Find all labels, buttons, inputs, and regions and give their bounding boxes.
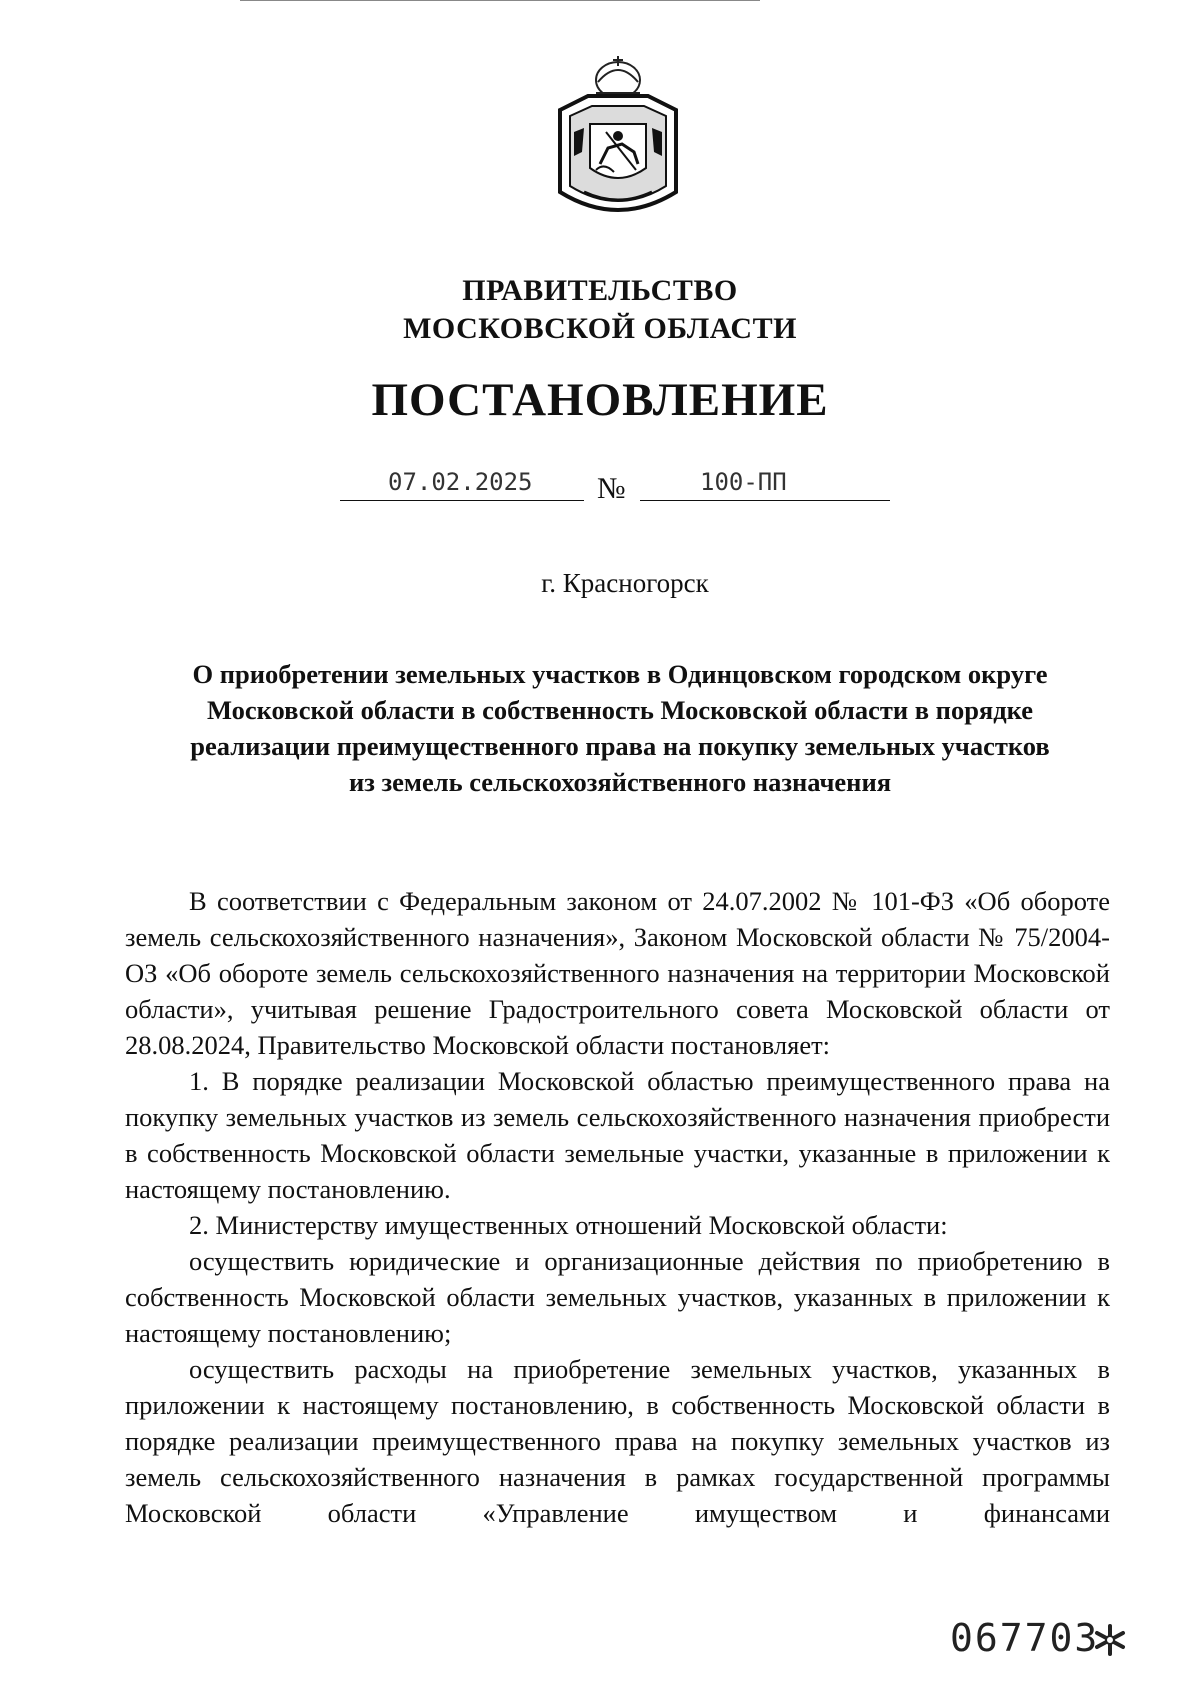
issuer-line-1: ПРАВИТЕЛЬСТВО — [462, 274, 738, 307]
item-2b-paragraph: осуществить расходы на приобретение земельных участков, указанных в приложении к настоящему постановлению, в собственность Московской области в порядке реализации преимущественного права на покупку земельных участков из земель сельскохозяйственного назначения в рамках государственной программы Московской области «Управление имуществом и финансами — [125, 1354, 1110, 1528]
subject-line: О приобретении земельных участков в Одинцовском городском округе — [192, 659, 1048, 689]
registration-date: 07.02.2025 — [388, 468, 533, 496]
serial-code: 067703 — [950, 1616, 1100, 1660]
issuer-block — [0, 272, 1200, 348]
subject-line: из земель сельскохозяйственного назначения — [348, 767, 892, 797]
number-underline — [640, 500, 890, 501]
item-2a-paragraph: осуществить юридические и организационные действия по приобретению в собственность Московской области земельных участков, указанных в приложении к настоящему постановлению; — [125, 1246, 1110, 1348]
asterisk-star-icon — [1093, 1623, 1127, 1657]
coat-of-arms-icon — [548, 52, 688, 222]
subject-line: реализации преимущественного права на покупку земельных участков — [190, 731, 1050, 761]
date-underline — [340, 500, 584, 501]
number-sign: № — [597, 472, 626, 505]
registration-number: 100-ПП — [700, 468, 787, 496]
preamble-paragraph: В соответствии с Федеральным законом от 24.07.2002 № 101-ФЗ «Об обороте земель сельскохозяйственного назначения», Законом Московской области № 75/2004-ОЗ «Об обороте земель сельскохозяйственного назначения на территории Московской области», учитывая решение Градостроительного совета Московской области от 28.08.2024, Правительство Московской области постановляет: — [125, 886, 1110, 1060]
subject-line: Московской области в собственность Московской области в порядке — [206, 695, 1034, 725]
document-body — [125, 883, 1110, 1531]
item-1-paragraph: 1. В порядке реализации Московской областью преимущественного права на покупку земельных участков из земель сельскохозяйственного назначения приобрести в собственность Московской области земельные участки, указанные в приложении к настоящему постановлению. — [125, 1066, 1110, 1204]
scan-top-rule — [240, 0, 760, 1]
registration-row — [0, 460, 1200, 510]
city-line: г. Красногорск — [541, 568, 709, 598]
issuer-line-2: МОСКОВСКОЙ ОБЛАСТИ — [403, 312, 797, 345]
document-type: ПОСТАНОВЛЕНИЕ — [371, 374, 829, 426]
item-2-paragraph: 2. Министерству имущественных отношений Московской области: — [189, 1210, 948, 1240]
document-subject — [140, 656, 1100, 800]
